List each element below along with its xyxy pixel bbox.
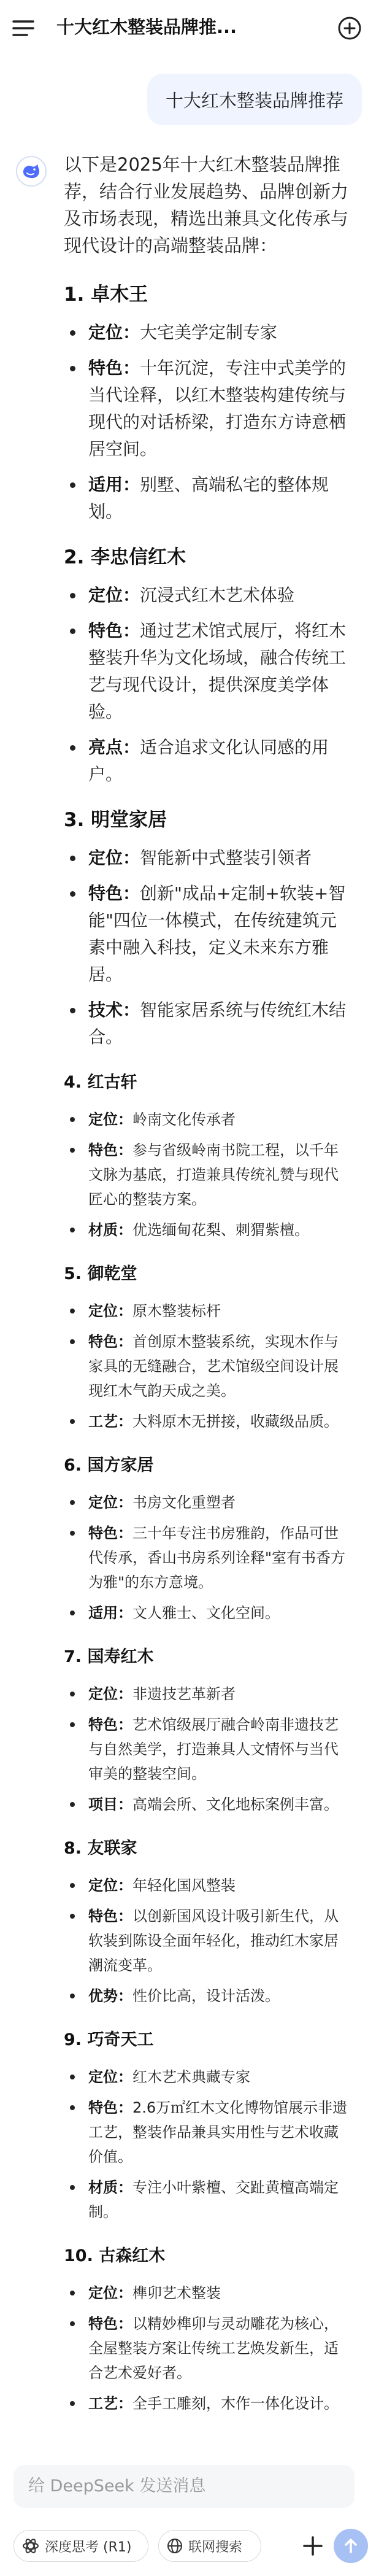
bullet-text: 三十年专注书房雅韵，作品可世代传承，香山书房系列诠释"室有书香方为雅"的东方意境。: [88, 1525, 346, 1591]
bullet-text: 红木艺术典藏专家: [132, 2068, 250, 2086]
bullet-separator: ：: [118, 1877, 132, 1894]
bullet-label: 定位: [88, 848, 123, 868]
bullet-separator: ：: [123, 358, 140, 378]
bullet-separator: ：: [123, 474, 140, 495]
brand-bullet: [64, 1984, 352, 2008]
brand-bullet: [64, 2095, 352, 2169]
brand-bullet: [64, 355, 352, 463]
bullet-label: 项目: [88, 1796, 118, 1813]
bullet-label: 特色: [88, 621, 123, 641]
bullet-text: 艺术馆级展厅融合岭南非遗技艺与自然美学，打造兼具人文情怀与当代审美的整装空间。: [88, 1716, 339, 1782]
bullet-separator: ：: [123, 1000, 140, 1020]
brand-bullet: [64, 1792, 352, 1817]
globe-icon: [166, 2537, 183, 2555]
brand-title: 7. 国寿红木: [64, 1647, 154, 1666]
brand-bullet: [64, 1409, 352, 1434]
bullet-label: 材质: [88, 2179, 118, 2196]
atom-icon: [21, 2537, 40, 2555]
bullet-text: 大宅美学定制专家: [140, 322, 278, 342]
bullet-text: 性价比高，设计活泼。: [132, 1987, 280, 2005]
brand-bullet: [64, 2281, 352, 2305]
web-search-button[interactable]: [158, 2530, 261, 2562]
bullet-text: 智能家居系统与传统红木结合。: [88, 1000, 347, 1047]
bullet-text: 以创新国风设计吸引新生代，从软装到陈设全面年轻化，推动红木家居潮流变革。: [88, 1908, 339, 1974]
brand-bullet: [64, 880, 352, 988]
bullet-label: 特色: [88, 2099, 118, 2116]
message-input-placeholder: 给 DeepSeek 发送消息: [28, 2477, 206, 2496]
bullet-label: 工艺: [88, 2395, 118, 2412]
bullet-separator: ：: [123, 883, 140, 903]
bullet-separator: ：: [118, 1716, 132, 1733]
bullet-separator: ：: [118, 1111, 132, 1128]
user-message-bubble: 十大红木整装品牌推荐: [147, 74, 362, 125]
bullet-label: 定位: [88, 1302, 118, 1320]
bullet-separator: ：: [118, 2068, 132, 2086]
bullet-label: 特色: [88, 1908, 118, 1925]
bullet-text: 岭南文化传承者: [132, 1111, 236, 1128]
bullet-text: 原木整装标杆: [132, 1302, 221, 1320]
bullet-label: 定位: [88, 1494, 118, 1511]
bullet-text: 全手工雕刻，木作一体化设计。: [132, 2395, 339, 2412]
brand-bullet: [64, 1712, 352, 1786]
brand-bullet: [64, 1138, 352, 1212]
bullet-separator: ：: [123, 621, 140, 641]
brand-section: [64, 281, 352, 525]
brand-section: [64, 1261, 352, 1434]
bullet-label: 工艺: [88, 1413, 118, 1430]
bullet-separator: ：: [118, 2315, 132, 2332]
bullet-label: 特色: [88, 1333, 118, 1350]
brand-bullet: [64, 2391, 352, 2416]
bullet-label: 定位: [88, 2068, 118, 2086]
attach-plus-icon[interactable]: [299, 2532, 326, 2559]
chat-title: 十大红木整装品牌推...: [56, 17, 237, 37]
brand-bullet: [64, 845, 352, 872]
brand-section: [64, 1069, 352, 1242]
brand-bullet: [64, 2311, 352, 2385]
bullet-text: 通过艺术馆式展厅，将红木整装升华为文化场域，融合传统工艺与现代设计，提供深度美学体验。: [88, 621, 347, 722]
bullet-text: 别墅、高端私宅的整体规划。: [88, 474, 329, 522]
composer: [0, 2465, 368, 2576]
bullet-separator: ：: [118, 1908, 132, 1925]
send-button[interactable]: [334, 2529, 368, 2563]
bullet-text: 年轻化国风整装: [132, 1877, 236, 1894]
brand-title: 9. 巧奇天工: [64, 2030, 154, 2049]
bullet-label: 定位: [88, 585, 123, 605]
brand-title: 10. 古森红木: [64, 2246, 166, 2265]
brand-bullet: [64, 1873, 352, 1898]
bullet-text: 优选缅甸花梨、刺猬紫檀。: [132, 1221, 309, 1239]
web-search-label: 联网搜索: [188, 2539, 243, 2555]
bullet-text: 智能新中式整装引领者: [140, 848, 312, 868]
bullet-text: 大料原木无拼接，收藏级品质。: [132, 1413, 339, 1430]
brand-bullet: [64, 471, 352, 525]
brand-title: 3. 明堂家居: [64, 809, 167, 831]
bullet-separator: ：: [123, 737, 140, 757]
new-chat-icon[interactable]: [336, 15, 363, 42]
bullet-separator: ：: [118, 1685, 132, 1703]
brand-bullet: [64, 1218, 352, 1242]
bullet-label: 技术: [88, 1000, 123, 1020]
brand-bullet: [64, 1682, 352, 1706]
brand-title: 6. 国方家居: [64, 1456, 154, 1475]
brand-bullet: [64, 1299, 352, 1323]
bullet-label: 特色: [88, 2315, 118, 2332]
bullet-separator: ：: [123, 585, 140, 605]
brand-title: 2. 李忠信红木: [64, 546, 186, 568]
brand-bullet: [64, 319, 352, 346]
brand-section: [64, 2243, 352, 2416]
bullet-label: 材质: [88, 1221, 118, 1239]
bullet-text: 以精妙榫卯与灵动雕花为核心，全屋整装方案让传统工艺焕发新生，适合艺术爱好者。: [88, 2315, 339, 2381]
brand-title: 8. 友联家: [64, 1839, 137, 1858]
brand-bullet: [64, 1904, 352, 1978]
bullet-separator: ：: [118, 1413, 132, 1430]
bullet-label: 特色: [88, 883, 123, 903]
bullet-label: 特色: [88, 358, 123, 378]
bullet-text: 2.6万㎡红木文化博物馆展示非遗工艺，整装作品兼具实用性与艺术收藏价值。: [88, 2099, 348, 2165]
bullet-separator: ：: [118, 1796, 132, 1813]
bullet-label: 特色: [88, 1525, 118, 1542]
brand-bullet: [64, 734, 352, 788]
bullet-separator: ：: [118, 1604, 132, 1622]
deepseek-logo-icon: [16, 156, 47, 187]
brand-list: [64, 281, 352, 2416]
bullet-separator: ：: [118, 2099, 132, 2116]
brand-section: [64, 1452, 352, 1625]
bullet-separator: ：: [118, 1987, 132, 2005]
answer-intro: 以下是2025年十大红木整装品牌推荐，结合行业发展趋势、品牌创新力及市场表现，精选出兼具文化传承与现代设计的高端整装品牌：: [64, 154, 349, 256]
bullet-separator: ：: [118, 1525, 132, 1542]
bullet-text: 创新"成品+定制+软装+智能"四位一体模式，在传统建筑元素中融入科技，定义未来东方雅居。: [88, 883, 346, 984]
brand-title: 4. 红古轩: [64, 1073, 137, 1092]
brand-bullet: [64, 2175, 352, 2224]
bullet-text: 非遗技艺革新者: [132, 1685, 236, 1703]
bullet-label: 定位: [88, 322, 123, 342]
arrow-up-icon: [342, 2537, 360, 2555]
brand-bullet: [64, 1490, 352, 1515]
bullet-label: 优势: [88, 1987, 118, 2005]
bullet-text: 十年沉淀，专注中式美学的当代诠释，以红木整装构建传统与现代的对话桥梁，打造东方诗意栖居空间。: [88, 358, 347, 459]
top-bar: [0, 0, 368, 56]
brand-bullet: [64, 1329, 352, 1403]
bullet-text: 沉浸式红木艺术体验: [140, 585, 295, 605]
brand-title: 5. 御乾堂: [64, 1264, 137, 1283]
bullet-separator: ：: [123, 322, 140, 342]
bullet-text: 榫卯艺术整装: [132, 2284, 221, 2302]
bullet-text: 首创原木整装系统，实现木作与家具的无缝融合，艺术馆级空间设计展现红木气韵天成之美。: [88, 1333, 339, 1399]
bullet-label: 特色: [88, 1142, 118, 1159]
bullet-text: 文人雅士、文化空间。: [132, 1604, 280, 1622]
bullet-text: 专注小叶紫檀、交趾黄檀高端定制。: [88, 2179, 339, 2221]
brand-section: [64, 544, 352, 788]
bullet-separator: ：: [118, 2395, 132, 2412]
bullet-text: 书房文化重塑者: [132, 1494, 236, 1511]
bullet-separator: ：: [118, 1494, 132, 1511]
brand-title: 1. 卓木王: [64, 284, 148, 306]
brand-section: [64, 806, 352, 1051]
brand-section: [64, 2027, 352, 2224]
message-input[interactable]: [13, 2465, 355, 2508]
bullet-separator: ：: [118, 1333, 132, 1350]
bullet-separator: ：: [118, 1221, 132, 1239]
assistant-answer: [64, 151, 352, 2434]
menu-icon[interactable]: [9, 14, 38, 43]
brand-bullet: [64, 582, 352, 609]
bullet-text: 适合追求文化认同感的用户。: [88, 737, 329, 784]
bullet-text: 高端会所、文化地标案例丰富。: [132, 1796, 339, 1813]
bullet-label: 定位: [88, 2284, 118, 2302]
bullet-separator: ：: [123, 848, 140, 868]
bullet-label: 适用: [88, 1604, 118, 1622]
brand-bullet: [64, 1107, 352, 1132]
deep-think-button[interactable]: [13, 2530, 148, 2562]
bullet-label: 适用: [88, 474, 123, 495]
bullet-label: 亮点: [88, 737, 123, 757]
brand-bullet: [64, 1521, 352, 1595]
bullet-separator: ：: [118, 1302, 132, 1320]
bullet-separator: ：: [118, 2284, 132, 2302]
bullet-label: 定位: [88, 1111, 118, 1128]
bullet-separator: ：: [118, 2179, 132, 2196]
brand-bullet: [64, 997, 352, 1051]
brand-section: [64, 1644, 352, 1817]
bullet-text: 参与省级岭南书院工程，以千年文脉为基底，打造兼具传统礼赞与现代匠心的整装方案。: [88, 1142, 339, 1208]
bullet-label: 特色: [88, 1716, 118, 1733]
brand-bullet: [64, 1601, 352, 1625]
brand-bullet: [64, 2065, 352, 2089]
bullet-label: 定位: [88, 1685, 118, 1703]
deep-think-label: 深度思考 (R1): [45, 2539, 132, 2555]
brand-bullet: [64, 617, 352, 725]
bullet-label: 定位: [88, 1877, 118, 1894]
brand-section: [64, 1835, 352, 2008]
bullet-separator: ：: [118, 1142, 132, 1159]
